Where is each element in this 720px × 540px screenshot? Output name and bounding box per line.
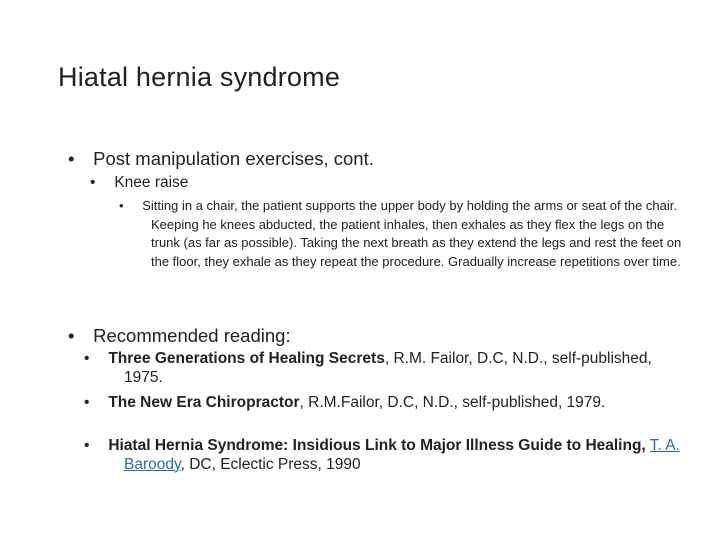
reading-item-1-title: Three Generations of Healing Secrets xyxy=(108,350,385,367)
knee-raise-heading: Knee raise xyxy=(114,174,189,191)
reading-item-3-title: Hiatal Hernia Syndrome: Insidious Link to Major Illness Guide to Healing, xyxy=(108,437,646,454)
reading-item-3-details: , DC, Eclectic Press, 1990 xyxy=(180,455,361,473)
reading-item-1-details: , R.M. Failor, D.C, N.D., self-published, 1975. xyxy=(124,350,652,386)
bullet-recommended-reading: • Recommended reading: xyxy=(68,325,291,346)
bullet-knee-raise-detail: • Sitting in a chair, the patient supports the upper body by holding the arms or seat of the chair. Keeping he knees abducted, the patient inhales, then exhales as they flex the legs on the trunk (as far as possible). Taking the next breath as they extend the legs and rest the feet on the floor, they exhale as they repeat the procedure. Gradually increase repetitions over time. xyxy=(119,198,682,269)
reading-item-2-title: The New Era Chiropractor xyxy=(108,394,300,411)
author-link[interactable]: T. A. Baroody xyxy=(124,437,680,473)
bullet-knee-raise: • Knee raise xyxy=(90,174,189,191)
recommended-reading-heading: Recommended reading: xyxy=(93,325,291,346)
reading-item-2: • The New Era Chiropractor, R.M.Failor, D.C, N.D., self-published, 1979. xyxy=(84,394,606,411)
slide-title: Hiatal hernia syndrome xyxy=(58,62,341,92)
reading-item-1: • Three Generations of Healing Secrets, R.M. Failor, D.C, N.D., self-published, 1975. xyxy=(84,350,652,386)
bullet-post-manipulation: • Post manipulation exercises, cont. xyxy=(68,148,374,169)
reading-item-3: • Hiatal Hernia Syndrome: Insidious Link to Major Illness Guide to Healing, T. A. Baroody, DC, Eclectic Press, 1990 xyxy=(84,437,680,473)
knee-raise-detail-text: Sitting in a chair, the patient supports the upper body by holding the arms or seat of the chair. Keeping he knees abducted, the patient inhales, then exhales as they flex the legs on the trunk (as far as possible). Taking the next breath as they extend the legs and rest the feet on the floor, they exhale as they repeat the procedure. Gradually increase repetitions over time. xyxy=(142,198,682,269)
reading-item-2-details: , R.M.Failor, D.C, N.D., self-published, 1979. xyxy=(299,394,606,411)
post-manipulation-heading: Post manipulation exercises, cont. xyxy=(93,148,374,169)
